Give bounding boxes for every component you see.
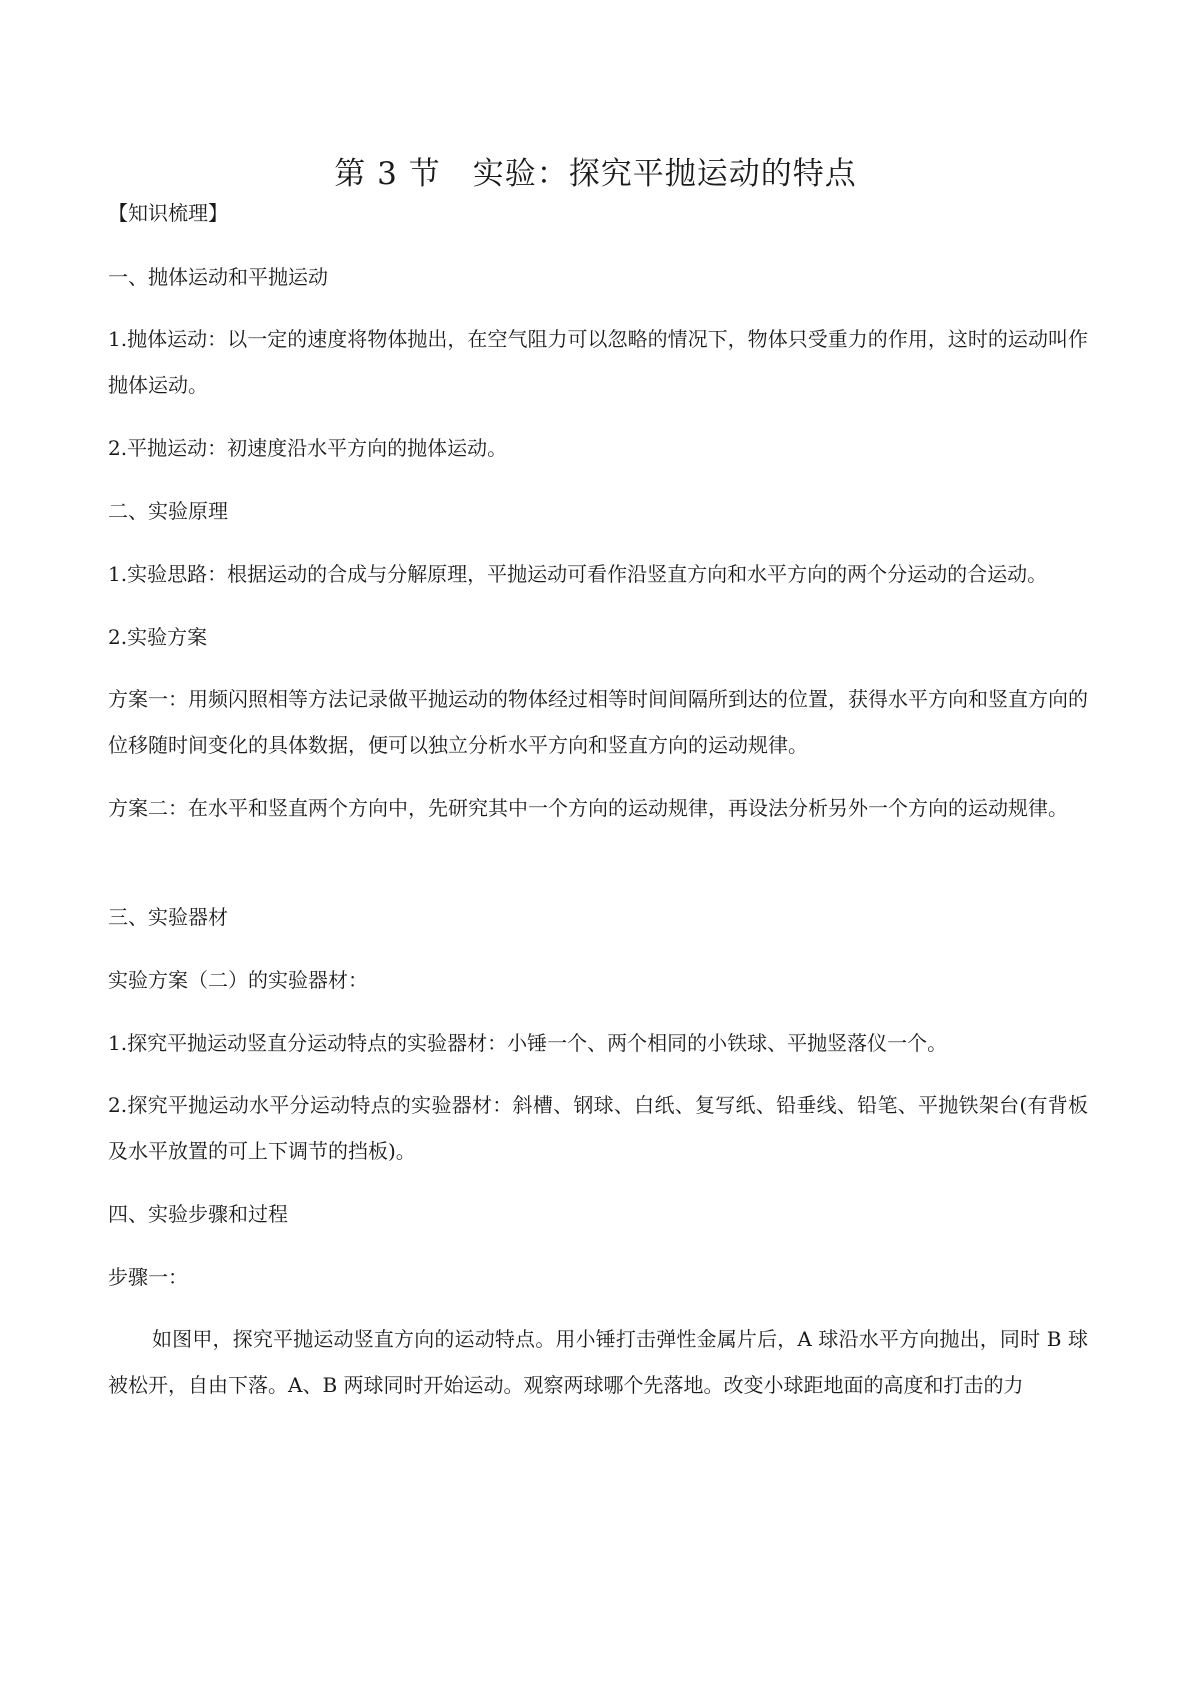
- heading-throwing-motion: 一、抛体运动和平抛运动: [108, 265, 328, 289]
- section-tag: 【知识梳理】: [108, 201, 228, 225]
- paragraph-step-one-body: 如图甲，探究平抛运动竖直方向的运动特点。用小锤打击弹性金属片后，A 球沿水平方向抛出，同时 B 球被松开，自由下落。A、B 两球同时开始运动。观察两球哪个先落地。改变小球距地面的高度和打击的力: [108, 1327, 1088, 1397]
- paragraph-plan-two: 方案二：在水平和竖直两个方向中，先研究其中一个方向的运动规律，再设法分析另外一个方向的运动规律。: [108, 796, 1068, 820]
- paragraph-equipment-vertical: 1.探究平抛运动竖直分运动特点的实验器材：小锤一个、两个相同的小铁球、平抛竖落仪一个。: [108, 1031, 948, 1055]
- heading-equipment: 三、实验器材: [108, 905, 228, 929]
- page-title: 第 3 节 实验：探究平抛运动的特点: [334, 156, 857, 192]
- paragraph-horizontal-projectile: 2.平抛运动：初速度沿水平方向的抛体运动。: [108, 436, 508, 460]
- paragraph-step-one-label: 步骤一：: [108, 1265, 188, 1289]
- paragraph-projectile-definition: 1.抛体运动：以一定的速度将物体抛出，在空气阻力可以忽略的情况下，物体只受重力的作用，这时的运动叫作抛体运动。: [108, 327, 1088, 397]
- heading-experiment-principle: 二、实验原理: [108, 499, 228, 523]
- heading-steps: 四、实验步骤和过程: [108, 1202, 288, 1226]
- paragraph-plan-one: 方案一：用频闪照相等方法记录做平抛运动的物体经过相等时间间隔所到达的位置，获得水平方向和竖直方向的位移随时间变化的具体数据，便可以独立分析水平方向和竖直方向的运动规律。: [108, 687, 1088, 757]
- paragraph-equipment-intro: 实验方案（二）的实验器材：: [108, 968, 368, 992]
- paragraph-experiment-idea: 1.实验思路：根据运动的合成与分解原理，平抛运动可看作沿竖直方向和水平方向的两个分运动的合运动。: [108, 562, 1048, 586]
- paragraph-equipment-horizontal: 2.探究平抛运动水平分运动特点的实验器材：斜槽、钢球、白纸、复写纸、铅垂线、铅笔、平抛铁架台(有背板及水平放置的可上下调节的挡板)。: [108, 1093, 1088, 1163]
- paragraph-experiment-plan: 2.实验方案: [108, 625, 208, 649]
